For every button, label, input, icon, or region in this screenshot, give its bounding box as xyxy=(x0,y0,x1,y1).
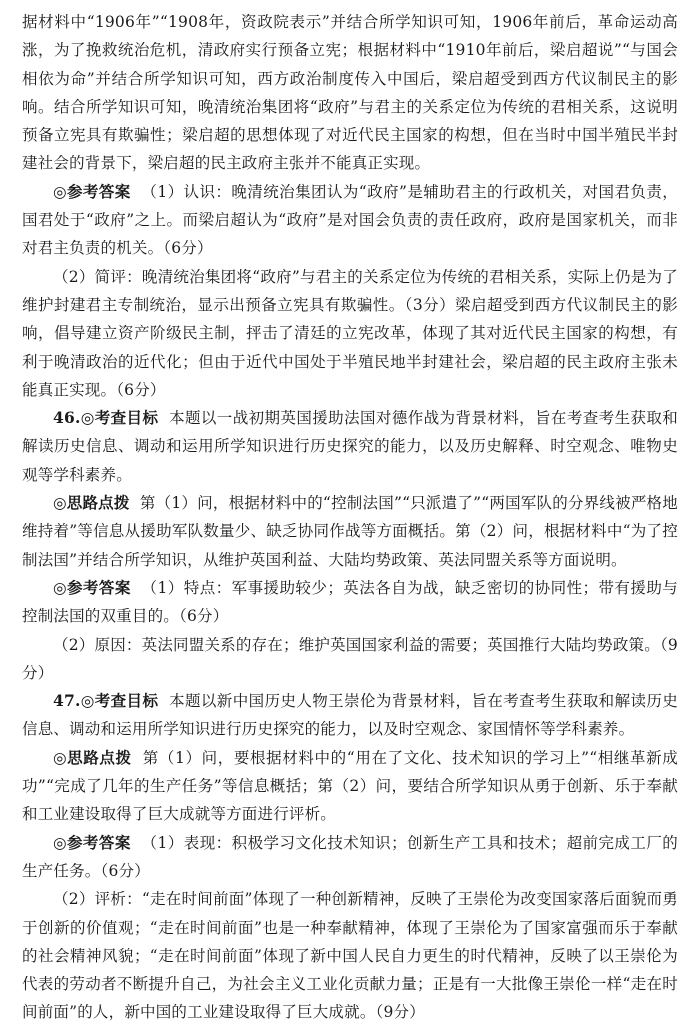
answer-text: （1）特点：军事援助较少；英法各自为战，缺乏密切的协同性；带有援助与控制法国的双重目的。（6分） xyxy=(22,578,678,626)
hint-text: 第（1）问，要根据材料中的“用在了文化、技术知识的学习上”“相继革新成功”“完成了几年的生产任务”等信息概括；第（2）问，要结合所学知识从勇于创新、乐于奉献和工业建设取得了巨大成就等方面进行评析。 xyxy=(22,748,678,824)
question-47-goal xyxy=(22,687,678,744)
question-47-answer-2: （2）评析：“走在时间前面”体现了一种创新精神，反映了王崇伦为改变国家落后面貌而勇于创新的价值观；“走在时间前面”也是一种奉献精神，体现了王崇伦为了国家富强而乐于奉献的社会精神风貌；“走在时间前面”体现了新中国人民自力更生的时代精神，反映了以王崇伦为代表的劳动者不断提升自己，为社会主义工业化贡献力量；正是有一大批像王崇伦一样“走在时间前面”的人，新中国的工业建设取得了巨大成就。（9分） xyxy=(22,890,678,1022)
analysis-paragraph: 据材料中“1906年”“1908年，资政院表示”并结合所学知识可知，1906年前后，革命运动高涨，为了挽救统治危机，清政府实行预备立宪；根据材料中“1910年前后，梁启超说”“与国会相依为命”并结合所学知识可知，西方政治制度传入中国后，梁启超受到西方代议制民主的影响。结合所学知识可知，晚清统治集团将“政府”与君主的关系定位为传统的君相关系，这说明预备立宪具有欺骗性；梁启超的思想体现了对近代民主国家的构想，但在当时中国半殖民半封建社会的背景下，梁启超的民主政府主张并不能真正实现。 xyxy=(22,13,678,173)
goal-tag: ◎考查目标 xyxy=(80,408,159,428)
goal-text: 本题以一战初期英国援助法国对德作战为背景材料，旨在考查考生获取和解读历史信息、调动和运用所学知识进行历史探究的能力，以及历史解释、时空观念、唯物史观等学科素养。 xyxy=(22,409,678,484)
question-number: 47. xyxy=(53,691,81,711)
answer-tag: ◎参考答案 xyxy=(53,832,131,852)
goal-tag: ◎考查目标 xyxy=(80,691,159,711)
question-46-answer-1 xyxy=(22,574,678,631)
question-46-answer-2: （2）原因：英法同盟关系的存在；维护英国国家利益的需要；英国推行大陆均势政策。（9分） xyxy=(22,635,678,682)
question-46-goal xyxy=(22,404,678,489)
goal-text: 本题以新中国历史人物王崇伦为背景材料，旨在考查考生获取和解读历史信息、调动和运用所学知识进行历史探究的能力，以及时空观念、家国情怀等学科素养。 xyxy=(22,692,678,739)
question-46-hint xyxy=(22,489,678,574)
hint-tag: ◎思路点拨 xyxy=(53,747,132,767)
hint-tag: ◎思路点拨 xyxy=(53,493,130,513)
question-number: 46. xyxy=(53,408,81,428)
question-47-hint xyxy=(22,744,678,829)
hint-text: 第（1）问，根据材料中的“控制法国”“只派遣了”“两国军队的分界线被严格地维持着”等信息从援助军队数量少、缺乏协同作战等方面概括。第（2）问，根据材料中“为了控制法国”并结合所学知识，从维护英国利益、大陆均势政策、英法同盟关系等方面说明。 xyxy=(22,494,678,569)
answer-text: （1）表现：积极学习文化技术知识；创新生产工具和技术；超前完成工厂的生产任务。（6分） xyxy=(22,833,678,880)
answer-tag: ◎参考答案 xyxy=(53,181,131,201)
answer-paragraph-45-1 xyxy=(22,178,678,263)
answer-paragraph-45-2: （2）简评：晚清统治集团将“政府”与君主的关系定位为传统的君相关系，实际上仍是为了维护封建君主专制统治，显示出预备立宪具有欺骗性。（3分）梁启超受到西方代议制民主的影响，倡导建立资产阶级民主制，抨击了清廷的立宪改革，体现了其对近代民主国家的构想，有利于晚清政治的近代化；但由于近代中国处于半殖民地半封建社会，梁启超的民主政府主张未能真正实现。（6分） xyxy=(22,267,678,399)
answer-tag: ◎参考答案 xyxy=(53,577,131,597)
answer-text: （1）认识：晚清统治集团认为“政府”是辅助君主的行政机关，对国君负责，国君处于“政府”之上。而梁启超认为“政府”是对国会负责的责任政府，政府是国家机关，而非对君主负责的机关。（6分） xyxy=(22,182,678,258)
question-47-answer-1 xyxy=(22,829,678,886)
